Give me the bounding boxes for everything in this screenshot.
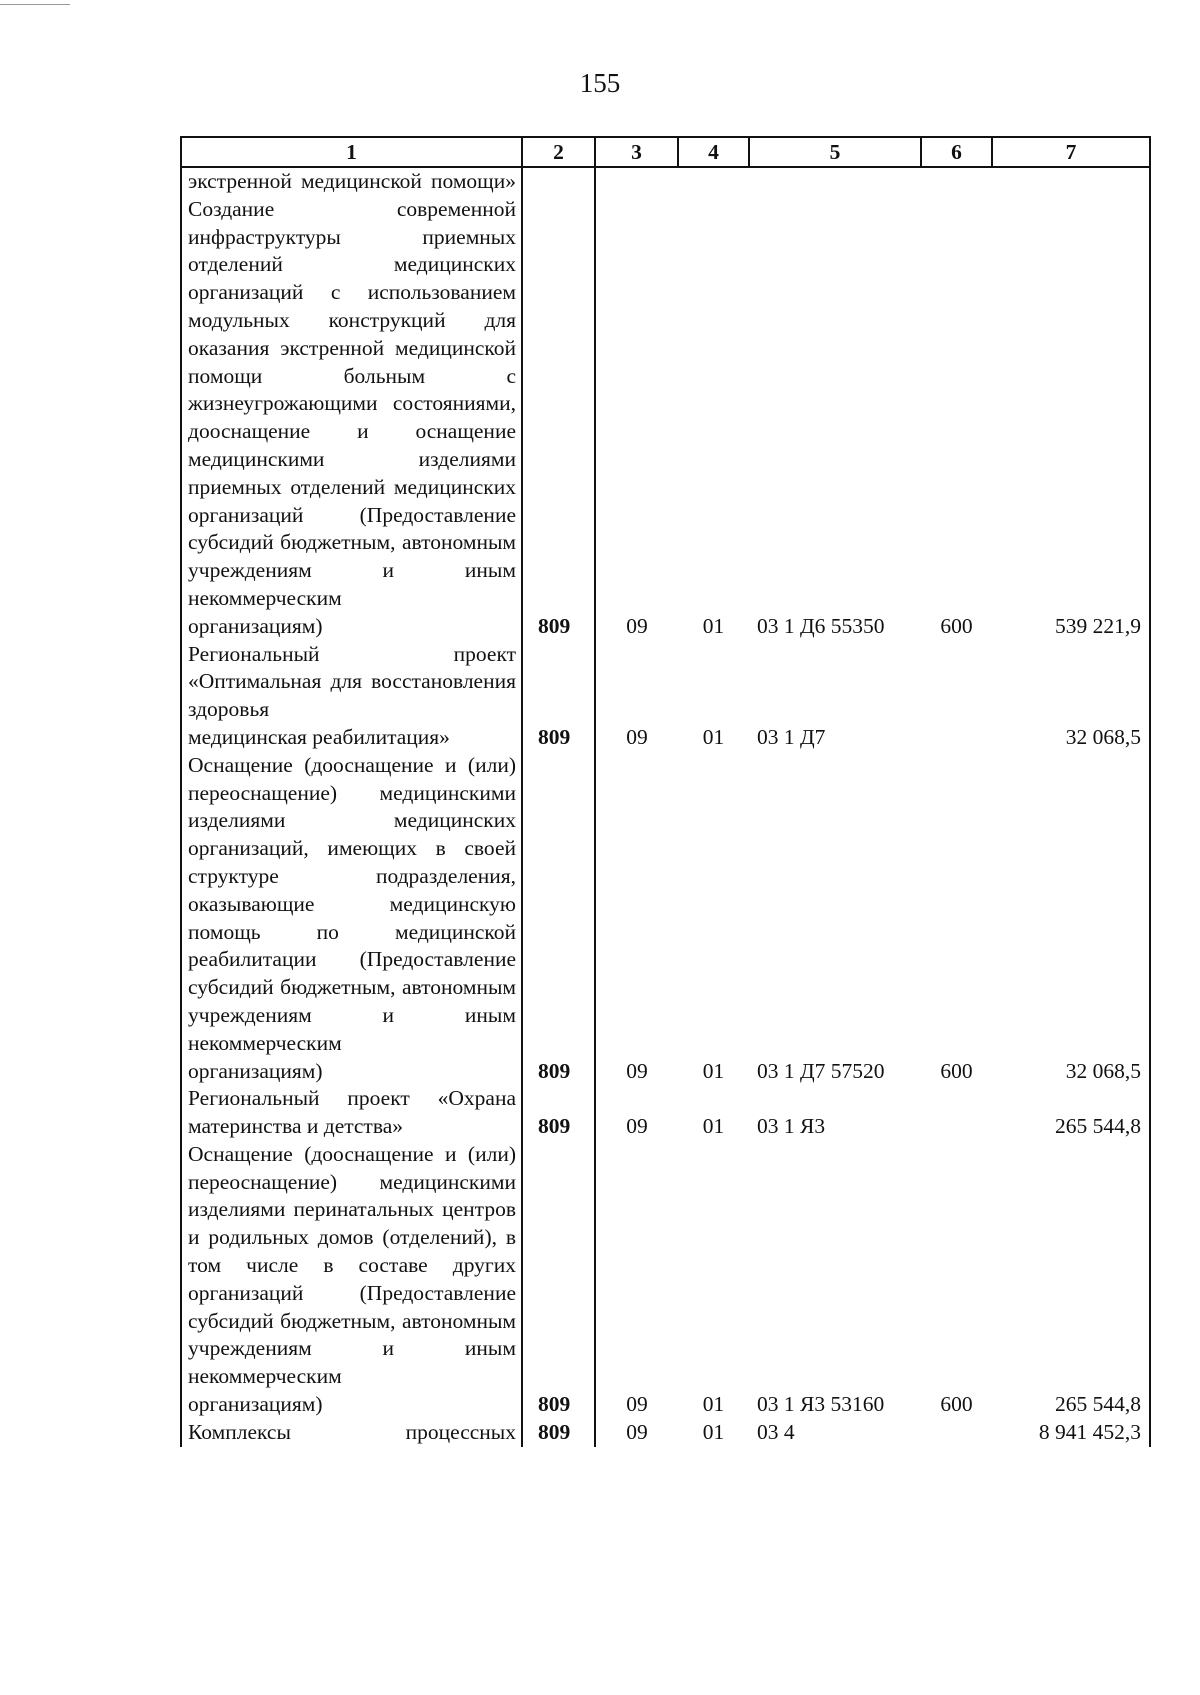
row-subsection: 01: [702, 724, 725, 749]
row-name: экстренной медицинской помощи» Создание современной инфраструктуры приемных отделений медицинских организаций с использованием модульных конструкций для оказания экстренной медицинской помощи больным с жизнеугрожающими состояниями, дооснащение и оснащение медицинскими изделиями приемных отделений медицинских организаций (Предоставление субсидий бюджетным, автономным учреждениям и иным некоммерческим организациям): [181, 167, 522, 641]
table-row: [181, 1419, 1150, 1447]
header-col-7: 7: [992, 137, 1150, 167]
row-name: Оснащение (дооснащение и (или) переоснащение) медицинскими изделиями медицинских организаций, имеющих в своей структуре подразделения, оказывающие медицинскую помощь по медицинской реабилитации (Предоставление субсидий бюджетным, автономным учреждениям и иным некоммерческим организациям): [181, 752, 522, 1086]
row-section: 09: [595, 752, 678, 1086]
header-col-5: 5: [749, 137, 921, 167]
table-row: [181, 1085, 1150, 1141]
row-admin-code: 809: [522, 1419, 595, 1447]
row-target-code: 03 1 Я3: [757, 1114, 826, 1139]
row-sum: 32 068,5: [992, 641, 1150, 752]
row-admin-code: 809: [522, 1141, 595, 1419]
row-sum: 32 068,5: [992, 752, 1150, 1086]
row-name: Комплексы процессных: [181, 1419, 522, 1447]
page-number: 155: [579, 68, 621, 98]
header-col-1: 1: [181, 137, 522, 167]
row-admin-code: 809: [522, 641, 595, 752]
table-header-row: [181, 137, 1150, 167]
header-col-3: 3: [595, 137, 678, 167]
row-target-code: 03 4: [757, 1419, 795, 1444]
row-sum: 265 544,8: [992, 1085, 1150, 1141]
row-section: 09: [595, 1419, 678, 1447]
row-name: Оснащение (дооснащение и (или) переоснащение) медицинскими изделиями перинатальных центров и родильных домов (отделений), в том числе в составе других организаций (Предоставление субсидий бюджетным, автономным учреждениям и иным некоммерческим организациям): [181, 1141, 522, 1419]
row-subsection: 01: [702, 1392, 725, 1417]
budget-table: [180, 136, 1151, 1447]
header-col-6: 6: [921, 137, 992, 167]
row-section: 09: [595, 641, 678, 752]
row-sum: 265 544,8: [992, 1141, 1150, 1419]
row-subsection: 01: [702, 1058, 725, 1083]
row-name: Региональный проект «Оптимальная для восстановления здоровья медицинская реабилитация»: [181, 641, 522, 752]
table-row: [181, 752, 1150, 1086]
row-expense-type: 600: [940, 1058, 973, 1083]
header-col-4: 4: [678, 137, 749, 167]
row-target-code: 03 1 Д7 57520: [757, 1058, 885, 1083]
row-expense-type: [921, 641, 992, 752]
header-col-2: 2: [522, 137, 595, 167]
row-target-code: 03 1 Я3 53160: [757, 1392, 885, 1417]
row-expense-type: 600: [940, 613, 973, 638]
row-sum: 539 221,9: [992, 167, 1150, 641]
row-admin-code: 809: [522, 167, 595, 641]
table-row: [181, 641, 1150, 752]
row-subsection: 01: [702, 1114, 725, 1139]
row-target-code: 03 1 Д6 55350: [757, 613, 885, 638]
table-row: [181, 167, 1150, 641]
row-subsection: 01: [702, 613, 725, 638]
row-expense-type: [921, 1419, 992, 1447]
row-expense-type: [921, 1085, 992, 1141]
row-admin-code: 809: [522, 752, 595, 1086]
row-expense-type: 600: [940, 1392, 973, 1417]
row-subsection: 01: [702, 1419, 725, 1444]
row-sum: 8 941 452,3: [992, 1419, 1150, 1447]
row-admin-code: 809: [522, 1085, 595, 1141]
row-section: 09: [595, 1085, 678, 1141]
row-section: 09: [595, 167, 678, 641]
row-section: 09: [595, 1141, 678, 1419]
row-name: Региональный проект «Охрана материнства и детства»: [181, 1085, 522, 1141]
row-target-code: 03 1 Д7: [757, 724, 826, 749]
scan-edge-line: [0, 4, 70, 5]
table-row: [181, 1141, 1150, 1419]
